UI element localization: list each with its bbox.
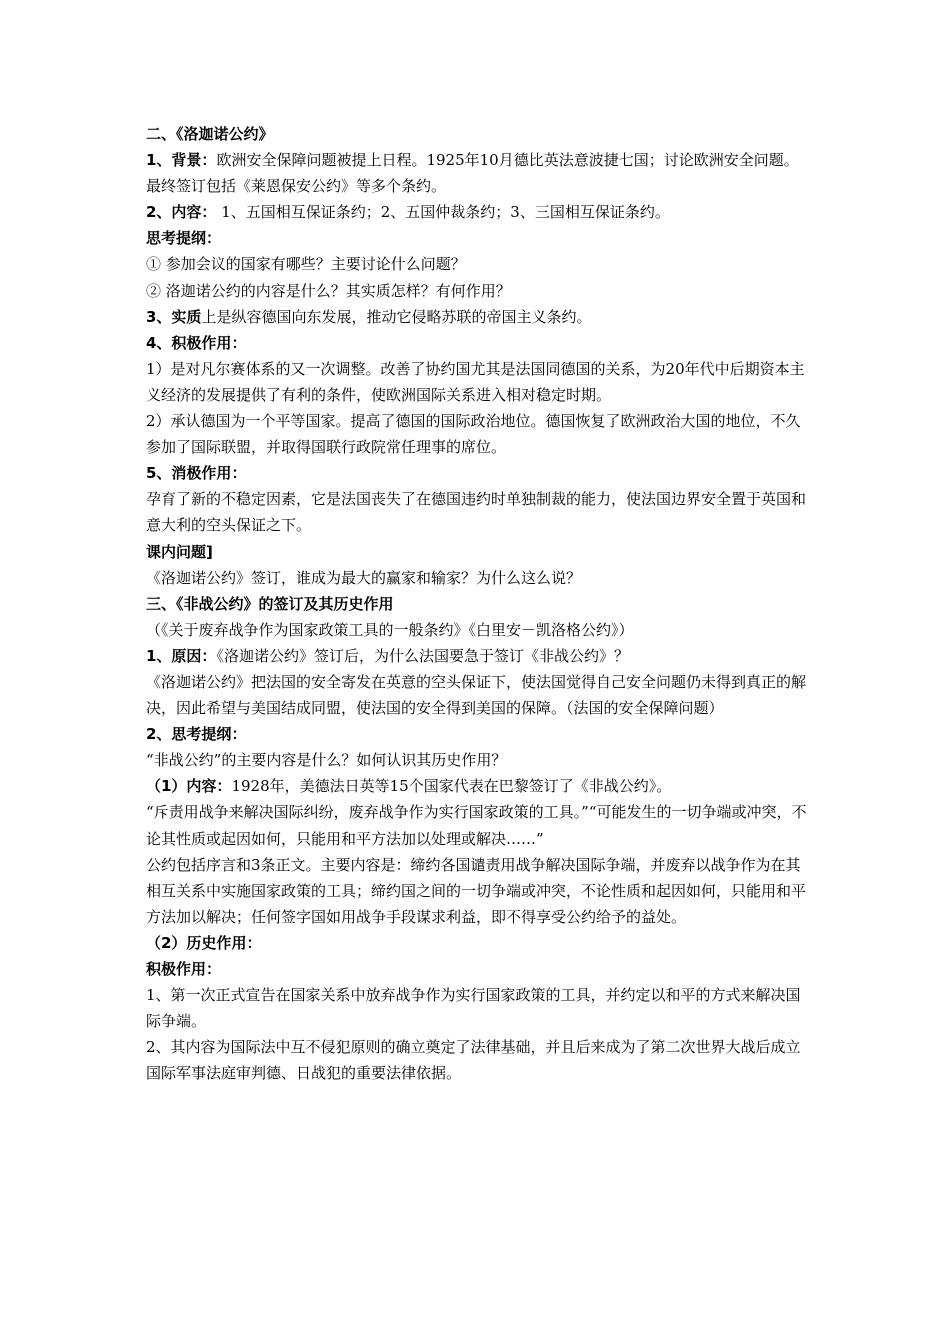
text: 1928年，美德法日英等15个国家代表在巴黎签订了《非战公约》。 — [231, 777, 672, 796]
section-3-content — [146, 773, 810, 799]
label: （1）内容： — [146, 777, 232, 796]
class-question-heading: 课内问题] — [146, 542, 213, 561]
section-3-positive-1: 1、第一次正式宣告在国家关系中放弃战争作为实行国家政策的工具，并约定以和平的方式来解决国际争端。 — [146, 986, 801, 1031]
section-2-background — [146, 147, 810, 199]
text: 1、五国相互保证条约；2、五国仲裁条约；3、三国相互保证条约。 — [216, 203, 670, 222]
section-3-subtitle: （《关于废弃战争作为国家政策工具的一般条约》《白里安－凯洛格公约》） — [146, 620, 634, 639]
text: 上是纵容德国向东发展，推动它侵略苏联的帝国主义条约。 — [201, 307, 592, 326]
label: 1、背景： — [146, 151, 217, 170]
section-3-title: 三、《非战公约》的签订及其历史作用 — [146, 594, 394, 613]
section-2-content — [146, 199, 810, 225]
section-2-essence — [146, 304, 810, 330]
section-2-negative-heading: 5、消极作用： — [146, 464, 247, 483]
label: 2、内容： — [146, 203, 217, 222]
section-3-main-content: 公约包括序言和3条正文。主要内容是：缔约各国谴责用战争解决国际争端，并废弃以战争作为在其相互关系中实施国家政策的工具；缔约国之间的一切争端或冲突，不论性质和起因如何，只能用和平方法加以解决；任何签字国如用战争手段谋求利益，即不得享受公约给予的益处。 — [146, 855, 807, 926]
section-3-quote: “斥责用战争来解决国际纠纷，废弃战争作为实行国家政策的工具。”“可能发生的一切争端或冲突，不论其性质或起因如何，只能用和平方法加以处理或解决……” — [146, 803, 807, 848]
section-3-cause — [146, 643, 810, 669]
text: 欧洲安全保障问题被提上日程。1925年10月德比英法意波捷七国；讨论欧洲安全问题。最终签订包括《莱恩保安公约》等多个条约。 — [146, 151, 799, 196]
section-3-history-heading: （2）历史作用： — [146, 933, 262, 952]
section-3-think-heading: 2、思考提纲： — [146, 725, 247, 744]
section-2-negative-text: 孕育了新的不稳定因素，它是法国丧失了在德国违约时单独制裁的能力，使法国边界安全置于英国和意大利的空头保证之下。 — [146, 490, 807, 535]
label: 3、实质 — [146, 307, 202, 326]
section-2-positive-heading: 4、积极作用： — [146, 333, 247, 352]
section-2-question-1: ① 参加会议的国家有哪些？主要讨论什么问题？ — [146, 255, 466, 274]
section-3-positive-2: 2、其内容为国际法中互不侵犯原则的确立奠定了法律基础，并且后来成为了第二次世界大战后成立国际军事法庭审判德、日战犯的重要法律依据。 — [146, 1038, 801, 1083]
label: 1、原因： — [146, 646, 217, 665]
document-body — [146, 121, 810, 1086]
section-2-positive-2: 2）承认德国为一个平等国家。提高了德国的国际政治地位。德国恢复了欧洲政治大国的地位，不久参加了国际联盟，并取得国联行政院常任理事的席位。 — [146, 412, 801, 457]
section-2-positive-1: 1）是对凡尔赛体系的又一次调整。改善了协约国尤其是法国同德国的关系，为20年代中后期资本主义经济的发展提供了有利的条件，使欧洲国际关系进入相对稳定时期。 — [146, 359, 805, 404]
section-2-title: 二、《洛迦诺公约》 — [146, 125, 274, 143]
text: 《洛迦诺公约》签订后，为什么法国要急于签订《非战公约》？ — [216, 646, 629, 665]
section-2-think-heading: 思考提纲： — [146, 229, 222, 248]
section-3-think-question: “非战公约”的主要内容是什么？如何认识其历史作用？ — [146, 751, 507, 770]
section-3-cause-text: 《洛迦诺公约》把法国的安全寄发在英意的空头保证下，使法国觉得自己安全问题仍未得到真正的解决，因此希望与美国结成同盟，使法国的安全得到美国的保障。（法国的安全保障问题） — [146, 672, 807, 718]
section-2-question-2: ② 洛迦诺公约的内容是什么？其实质怎样？有何作用？ — [146, 281, 511, 300]
class-question-text: 《洛迦诺公约》签订，谁成为最大的赢家和输家？为什么这么说？ — [146, 568, 582, 587]
section-3-positive-heading: 积极作用： — [146, 960, 222, 978]
